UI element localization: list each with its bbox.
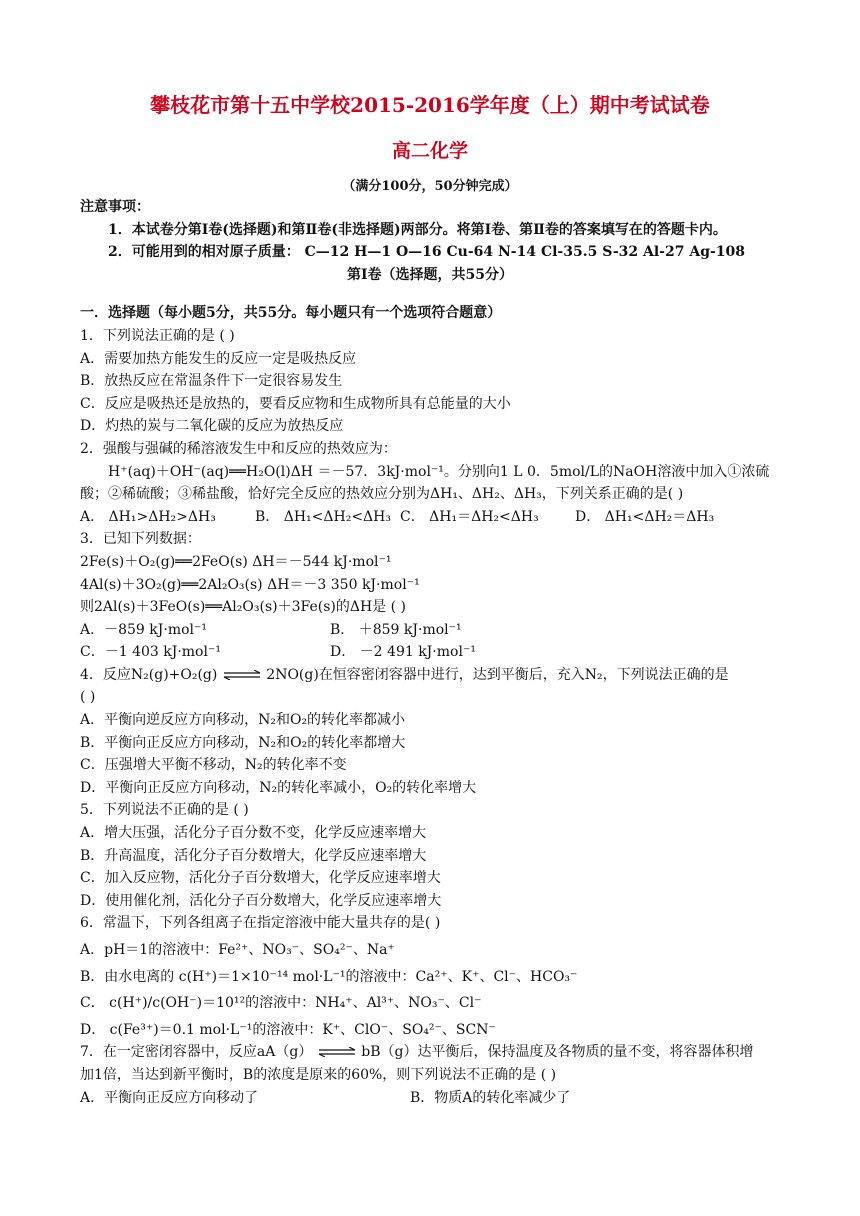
option-d: D．灼热的炭与二氧化碳的反应为放热反应: [80, 418, 344, 435]
option-a: A．增大压强，活化分子百分数不变，化学反应速率增大: [80, 825, 427, 842]
option-d: D．平衡向正反应方向移动，N₂的转化率减小，O₂的转化率增大: [80, 779, 477, 796]
option-a: A．需要加热方能发生的反应一定是吸热反应: [80, 350, 357, 367]
question-stem: 7．在一定密闭容器中，反应aA（g） bB（g）达平衡后，保持温度及各物质的量不变，将容器体积增: [80, 1044, 754, 1061]
option-c: C． ΔH₁＝ΔH₂<ΔH₃: [400, 508, 539, 525]
question-ask: 则2Al(s)＋3FeO(s)══Al₂O₃(s)＋3Fe(s)的ΔH是 ( ): [80, 599, 406, 616]
option-c: C．反应是吸热还是放热的，要看反应物和生成物所具有总能量的大小: [80, 395, 511, 412]
option-b: B． ＋859 kJ·mol⁻¹: [330, 621, 462, 638]
question-text: 酸；②稀硫酸；③稀盐酸，恰好完全反应的热效应分别为ΔH₁、ΔH₂、ΔH₃，下列关系正确的是( ): [80, 486, 684, 503]
options-row: [80, 619, 780, 642]
question-stem: 6．常温下，下列各组离子在指定溶液中能大量共存的是( ): [80, 915, 441, 932]
score-info: （满分100分，50分钟完成）: [342, 179, 518, 194]
equation-1: 2Fe(s)＋O₂(g)══2FeO(s) ΔH＝－544 kJ·mol⁻¹: [80, 553, 392, 570]
exam-body: [80, 196, 780, 1109]
option-b: B．升高温度，活化分子百分数增大，化学反应速率增大: [80, 847, 427, 864]
option-a: A．平衡向正反应方向移动了: [80, 1089, 259, 1106]
question-4: [80, 664, 780, 800]
option-b: B．放热反应在常温条件下一定很容易发生: [80, 373, 343, 390]
exam-title: 攀枝花市第十五中学校2015-2016学年度（上）期中考试试卷: [150, 93, 710, 117]
question-5: [80, 799, 780, 912]
question-text: 加1倍，当达到新平衡时，B的浓度是原来的60%，则下列说法不正确的是 ( ): [80, 1066, 557, 1083]
notes-item-2: 2．可能用到的相对原子质量： C—12 H—1 O—16 Cu-64 N-14 Cl-35.5 S-32 Al-27 Ag-108: [108, 244, 746, 261]
question-7: [80, 1041, 780, 1109]
option-a: A．pH＝1的溶液中：Fe²⁺、NO₃⁻、SO₄²⁻、Na⁺: [80, 942, 395, 958]
section-heading: 一．选择题（每小题5分，共55分。每小题只有一个选项符合题意）: [80, 305, 502, 322]
equation-2: 4Al(s)＋3O₂(g)══2Al₂O₃(s) ΔH＝－3 350 kJ·mol⁻¹: [80, 576, 420, 593]
option-a: A．平衡向逆反应方向移动，N₂和O₂的转化率都减小: [80, 712, 406, 729]
notes-heading: 注意事项：: [80, 199, 150, 215]
question-stem: 2．强酸与强碱的稀溶液发生中和反应的热效应为：: [80, 440, 397, 457]
option-c: C．压强增大平衡不移动，N₂的转化率不变: [80, 757, 347, 774]
option-b: B． ΔH₁<ΔH₂<ΔH₃: [255, 508, 391, 525]
question-stem: 1．下列说法正确的是 ( ): [80, 327, 235, 344]
option-c: C．加入反应物，活化分子百分数增大，化学反应速率增大: [80, 870, 441, 887]
option-b: B．平衡向正反应方向移动，N₂和O₂的转化率都增大: [80, 734, 406, 751]
option-d: D．使用催化剂，活化分子百分数增大，化学反应速率增大: [80, 892, 442, 909]
option-a: A． ΔH₁>ΔH₂>ΔH₃: [80, 508, 216, 525]
options-row: [80, 506, 780, 529]
option-b: B．物质A的转化率减少了: [410, 1089, 571, 1106]
options-row: [80, 1087, 780, 1110]
question-stem: 5．下列说法不正确的是 ( ): [80, 802, 249, 819]
option-a: A．－859 kJ·mol⁻¹: [80, 621, 208, 638]
question-1: [80, 325, 780, 438]
question-2: [80, 438, 780, 528]
equilibrium-arrow-icon: [317, 1047, 357, 1057]
option-d: D． c(Fe³⁺)＝0.1 mol·L⁻¹的溶液中：K⁺、ClO⁻、SO₄²⁻、SCN⁻: [80, 1021, 496, 1038]
option-c: C． c(H⁺)/c(OH⁻)＝10¹²的溶液中：NH₄⁺、Al³⁺、NO₃⁻、Cl⁻: [80, 995, 482, 1012]
option-c: C．－1 403 kJ·mol⁻¹: [80, 644, 221, 661]
options-row: [80, 641, 780, 664]
question-stem: 3．已知下列数据：: [80, 531, 201, 548]
option-b: B．由水电离的 c(H⁺)＝1×10⁻¹⁴ mol·L⁻¹的溶液中：Ca²⁺、K⁺、Cl⁻、HCO₃⁻: [80, 968, 578, 985]
option-d: D． ΔH₁<ΔH₂＝ΔH₃: [575, 508, 715, 525]
answer-paren: ( ): [80, 689, 96, 706]
question-3: [80, 528, 780, 664]
exam-subject: 高二化学: [391, 140, 468, 162]
part1-heading: 第Ⅰ卷（选择题，共55分）: [346, 266, 514, 283]
notes-item-1: 1．本试卷分第Ⅰ卷(选择题)和第Ⅱ卷(非选择题)两部分。将第Ⅰ卷、第Ⅱ卷的答案填写在的答题卡内。: [108, 221, 727, 238]
question-text: H⁺(aq)＋OH⁻(aq)══H₂O(l)ΔH ＝－57．3kJ·mol⁻¹。分别向1 L 0．5mol/L的NaOH溶液中加入①浓硫: [108, 463, 770, 480]
question-6: [80, 912, 780, 1041]
equilibrium-arrow-icon: [222, 670, 262, 680]
question-stem: 4．反应N₂(g)+O₂(g) 2NO(g)在恒容密闭容器中进行，达到平衡后，充入N₂，下列说法正确的是: [80, 666, 729, 683]
option-d: D． －2 491 kJ·mol⁻¹: [330, 644, 476, 661]
